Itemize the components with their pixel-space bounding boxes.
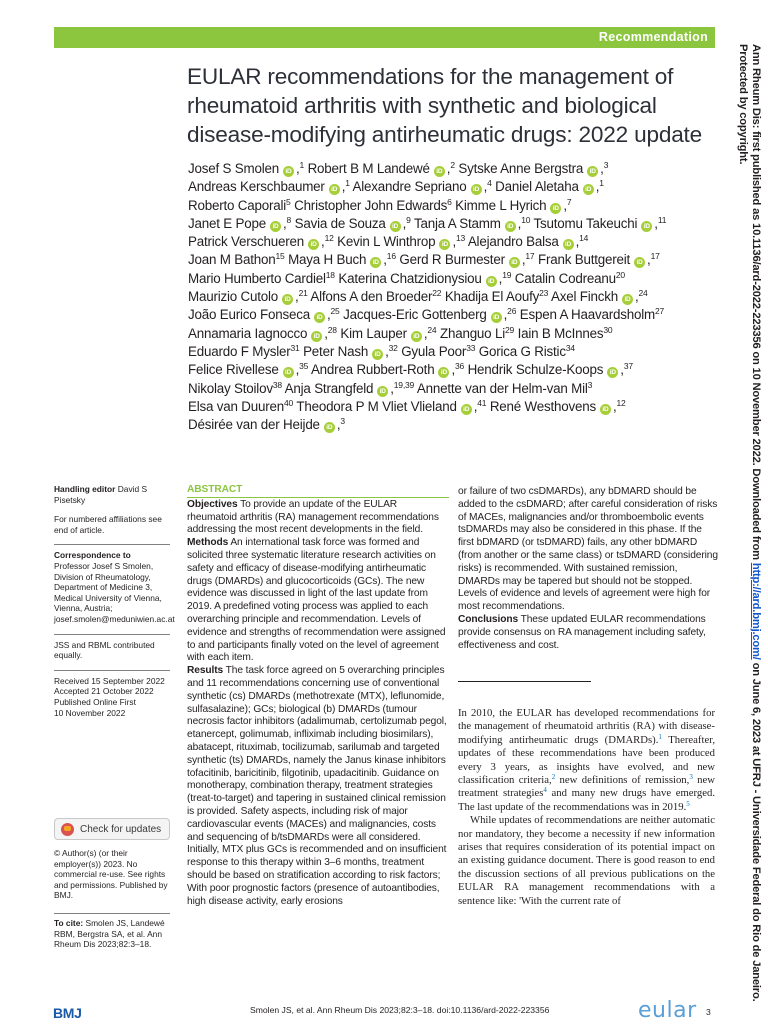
reference-link[interactable]: 3 xyxy=(689,773,693,782)
author-name: Annamaria Iagnocco xyxy=(188,325,308,341)
orcid-icon[interactable]: iD xyxy=(308,239,319,250)
author-name: Joan M Bathon xyxy=(188,252,276,268)
author-name: Patrick Verschueren xyxy=(188,234,305,250)
paragraph xyxy=(458,707,715,814)
author: Tanja A Stamm iD ,$^{10}$ xyxy=(413,214,531,231)
author-name: Peter Nash xyxy=(303,343,369,359)
orcid-icon[interactable]: iD xyxy=(434,166,445,177)
author xyxy=(445,289,551,304)
affiliation-number: 6 xyxy=(447,196,452,207)
author xyxy=(310,289,444,304)
author-name: Savia de Souza xyxy=(294,215,386,231)
author-name: Anja Strangfeld xyxy=(284,380,374,396)
affiliation-number: 34 xyxy=(565,342,575,353)
author-name: Khadija El Aoufy xyxy=(444,289,540,305)
author: Robert B M Landewé iD ,$^2$ xyxy=(307,160,455,176)
orcid-icon[interactable]: iD xyxy=(411,331,422,342)
author: Josef S Smolen iD ,$^1$ xyxy=(188,160,305,176)
introduction-text xyxy=(458,707,715,908)
author xyxy=(518,326,613,341)
abstract-heading: ABSTRACT xyxy=(187,484,243,495)
author xyxy=(440,326,518,341)
affiliation-number: 16 xyxy=(386,251,396,262)
author-name: Eduardo F Mysler xyxy=(188,343,291,359)
author: Tsutomu Takeuchi iD ,$^{11}$ xyxy=(533,214,667,231)
affiliation-number: 24 xyxy=(427,324,437,335)
correspondence-line: Department of Medicine 3, xyxy=(54,582,153,593)
orcid-icon[interactable]: iD xyxy=(438,367,449,378)
affiliation-number: 17 xyxy=(525,251,535,262)
author-line xyxy=(188,325,718,343)
correspondence-email[interactable]: josef.smolen@meduniwien.ac.at xyxy=(54,613,175,624)
reference-link[interactable]: 4 xyxy=(543,786,547,795)
orcid-icon[interactable]: iD xyxy=(439,239,450,250)
vertical-note-suffix: on June 6, 2023 at UFRJ - Universidade Federal do Rio de Janeiro. Protected by copyright. xyxy=(737,44,762,1002)
abstract-objectives xyxy=(187,499,449,537)
orcid-icon[interactable]: iD xyxy=(329,184,340,195)
affiliation-number: 13 xyxy=(455,233,466,244)
page-number: 3 xyxy=(706,1007,711,1017)
reference-link[interactable]: 5 xyxy=(686,799,690,808)
conclusions-label: Conclusions xyxy=(458,613,519,625)
affiliation-number: 7 xyxy=(566,196,572,207)
author-line xyxy=(188,270,718,288)
author-list xyxy=(188,160,718,434)
affiliation-number: 12 xyxy=(616,397,626,408)
author-name: Katerina Chatzidionysiou xyxy=(338,270,482,286)
paragraph: While updates of recommendations are neither automatic nor mandatory, they become a necessity if new information arises that requires consideration of its potential impact on an existing guidance document. There is good reason to end the discussion sections of all previous publications on the EULAR RA management recommendations with a sentence like: 'With the current rate of xyxy=(458,814,715,907)
affiliation-number: 3 xyxy=(603,160,609,170)
author xyxy=(188,198,294,213)
author-line xyxy=(188,251,718,269)
author-name: Roberto Caporali xyxy=(188,197,287,213)
abstract-methods xyxy=(187,537,449,665)
affiliation-number: 4 xyxy=(487,178,492,189)
bmj-logo: BMJ xyxy=(53,1005,82,1021)
author: Katerina Chatzidionysiou iD ,$^{19}$ xyxy=(338,269,512,286)
affiliation-number: 18 xyxy=(325,269,335,280)
author: René Westhovens iD ,$^{12}$ xyxy=(489,397,626,414)
text-run: Thereafter, updates of these recommendations have been produced every 3 years, as insights have evolved, and new classification criteria, xyxy=(458,733,715,787)
orcid-icon[interactable]: iD xyxy=(372,349,383,360)
orcid-icon[interactable]: iD xyxy=(505,221,516,232)
date-line: 10 November 2022 xyxy=(54,707,126,718)
affiliation-number: 36 xyxy=(454,361,465,372)
orcid-icon[interactable]: iD xyxy=(583,184,594,195)
affiliation-number: 40 xyxy=(284,397,294,408)
abstract-divider xyxy=(187,497,449,498)
affiliation-number: 3 xyxy=(340,416,345,427)
author: Andreas Kerschbaumer iD ,$^1$ xyxy=(188,178,350,195)
affiliation-number: 41 xyxy=(477,397,487,408)
author: Patrick Verschueren iD ,$^{12}$ xyxy=(188,233,334,250)
affiliation-number: 19,39 xyxy=(393,379,415,390)
results-label: Results xyxy=(187,665,224,677)
author xyxy=(515,271,625,286)
author: Sytske Anne Bergstra iD ,$^3$ xyxy=(458,160,609,176)
author-name: Felice Rivellese xyxy=(188,362,279,378)
vertical-note-prefix: Ann Rheum Dis: first published as 10.1136/ard-2022-223356 on 10 November 2022. Downloaded from xyxy=(750,44,762,563)
orcid-icon[interactable]: iD xyxy=(641,221,652,232)
crossmark-icon xyxy=(61,823,74,836)
page-footer xyxy=(0,998,768,1022)
footer-citation: Smolen JS, et al. Ann Rheum Dis 2023;82:3–18. doi:10.1136/ard-2022-223356 xyxy=(250,1005,550,1015)
divider xyxy=(54,913,170,914)
date-line: Accepted 21 October 2022 xyxy=(54,686,154,697)
orcid-icon[interactable]: iD xyxy=(370,257,381,268)
affiliation-number: 11 xyxy=(657,214,667,225)
cite-block xyxy=(54,913,170,950)
author-name: Christopher John Edwards xyxy=(294,197,448,213)
objectives-text: To provide an update of the EULAR rheumatoid arthritis (RA) management recommendations addressing the most recent developments in the field. xyxy=(187,498,439,536)
affiliations-note: For numbered affiliations see end of article. xyxy=(54,514,162,535)
orcid-icon[interactable]: iD xyxy=(509,257,520,268)
author-name: Kim Lauper xyxy=(340,325,407,341)
author-line xyxy=(188,306,718,324)
affiliation-number: 14 xyxy=(579,233,589,244)
affiliation-number: 25 xyxy=(330,306,340,317)
reference-link[interactable]: 2 xyxy=(551,773,556,782)
affiliation-number: 24 xyxy=(638,288,648,299)
author: Alexandre Sepriano iD ,$^4$ xyxy=(352,178,492,195)
objectives-label: Objectives xyxy=(187,498,238,510)
correspondence xyxy=(54,550,175,624)
affiliation-number: 32 xyxy=(388,342,398,353)
author-name: Catalin Codreanu xyxy=(514,270,616,286)
orcid-icon[interactable]: iD xyxy=(600,404,611,415)
author: Peter Nash iD ,$^{32}$ xyxy=(303,342,398,359)
orcid-icon[interactable]: iD xyxy=(563,239,574,250)
affiliation-number: 15 xyxy=(275,251,285,262)
orcid-icon[interactable]: iD xyxy=(471,184,482,195)
author xyxy=(188,271,338,286)
affiliation-number: 5 xyxy=(286,196,291,207)
reference-link[interactable]: 1 xyxy=(658,732,662,741)
check-for-updates-label: Check for updates xyxy=(80,823,162,835)
affiliation-number: 1 xyxy=(299,160,305,170)
journal-link[interactable]: http://ard.bmj.com/ xyxy=(750,562,762,660)
handling-editor xyxy=(54,484,170,505)
author-name: Maurizio Cutolo xyxy=(188,289,279,305)
orcid-icon[interactable]: iD xyxy=(324,422,335,433)
vertical-note-text xyxy=(732,44,762,1004)
affiliation-number: 37 xyxy=(623,361,633,372)
divider xyxy=(54,544,170,545)
article-type-label: Recommendation xyxy=(598,30,708,44)
author: Désirée van der Heijde iD ,$^3$ xyxy=(188,416,345,433)
author-name: Gyula Poor xyxy=(401,343,467,359)
author-name: Theodora P M Vliet Vlieland xyxy=(296,398,457,414)
author-name: Gorica G Ristic xyxy=(478,343,566,359)
author-line xyxy=(188,361,718,379)
correspondence-line: Division of Rheumatology, xyxy=(54,571,151,582)
affiliation-number: 3 xyxy=(587,379,593,390)
orcid-icon[interactable]: iD xyxy=(311,331,322,342)
affiliation-number: 30 xyxy=(603,324,613,335)
affiliation-number: 8 xyxy=(286,214,292,225)
author: Felice Rivellese iD ,$^{35}$ xyxy=(188,361,309,378)
text-run: and many new drugs have emerged. The last update of the recommendations was in 2019. xyxy=(458,787,715,813)
author: Alejandro Balsa iD ,$^{14}$ xyxy=(467,233,589,250)
affiliation-number: 27 xyxy=(654,306,665,317)
affiliation-number: 29 xyxy=(504,324,515,335)
author-name: Maya H Buch xyxy=(288,252,367,268)
author-name: Andrea Rubbert-Roth xyxy=(310,362,435,378)
affiliation-number: 23 xyxy=(539,288,549,299)
author: Janet E Pope iD ,$^8$ xyxy=(188,214,292,231)
author xyxy=(294,198,455,213)
correspondence-line: Professor Josef S Smolen, xyxy=(54,560,154,571)
author-name: Janet E Pope xyxy=(188,215,267,231)
methods-text: An international task force was formed and solicited three systematic literature research activities on safety and efficacy of disease-modifying antirheumatic drugs (DMARDs) and glucocorticoids (GCs). The new evidence was discussed in light of the last update from 2019. A predefined voting process was applied to each overarching principle and recommendation. Levels of evidence and strengths of recommendation were assigned to and participants finally voted on the level of agreement with each item. xyxy=(187,537,446,664)
copyright-text: © Author(s) (or their employer(s)) 2023. No commercial re-use. See rights and permissions. Published by BMJ. xyxy=(54,848,168,901)
author: Daniel Aletaha iD ,$^1$ xyxy=(495,178,604,195)
methods-label: Methods xyxy=(187,537,229,549)
check-for-updates-button[interactable] xyxy=(54,818,170,840)
abstract-conclusions xyxy=(458,614,720,652)
author-line xyxy=(188,233,718,251)
author: Savia de Souza iD ,$^9$ xyxy=(294,214,411,231)
author-name: Nikolay Stoilov xyxy=(188,380,273,396)
author-name: Robert B M Landewé xyxy=(307,161,430,176)
text-run: new definitions of remission, xyxy=(555,774,690,787)
cite-label: To cite: xyxy=(54,918,84,928)
results-text: The task force agreed on 5 overarching principles and 11 recommendations concerning use of conventional synthetic (cs) DMARDs (methotrexate (MTX), leflunomide, sulfasalazine); GCs; biological (b) DMARDs (tumour necrosis factor inhibitors (adalimumab, certolizumab pegol, etanercept, golimumab, infliximab including biosimilars), abatacept, rituximab, tocilizumab, sarilumab and targeted synthetic (ts) DMARDs, namely the Janus kinase inhibitors tofacitinib, baricitinib, filgotinib, upadacitinib. Guidance on monotherapy, combination therapy, treatment strategies (treat-to-target) and tapering in sustained clinical remission is provided. Safety aspects, including risk of major cardiovascular events (MACEs) and malignancies, costs and sequencing of b/tsDMARDs were all considered. Initially, MTX plus GCs is recommended and on insufficient response to this therapy within 3–6 months, treatment should be based on stratification according to risk factors; With poor prognostic factors (presence of autoantibodies, high disease activity, early erosions xyxy=(187,665,447,907)
author-name: Hendrik Schulze-Koops xyxy=(467,362,604,378)
author xyxy=(479,344,575,359)
author-name: Alfons A den Broeder xyxy=(310,289,433,305)
author xyxy=(188,381,285,396)
section-divider xyxy=(458,681,591,682)
author-name: Désirée van der Heijde xyxy=(188,417,320,433)
author-name: Tanja A Stamm xyxy=(413,215,501,231)
affiliation-number: 22 xyxy=(432,288,442,299)
author-name: Espen A Haavardsholm xyxy=(519,307,655,323)
correspondence-label: Correspondence to xyxy=(54,550,131,561)
author-name: Tsutomu Takeuchi xyxy=(533,215,638,231)
abstract-column-2 xyxy=(458,486,720,652)
author xyxy=(188,344,303,359)
author-line xyxy=(188,160,718,178)
conclusions-text: These updated EULAR recommendations provide consensus on RA management including safety, effectiveness and cost. xyxy=(458,613,706,651)
affiliation-number: 28 xyxy=(327,324,337,335)
text-run: In 2010, the EULAR has developed recommendations for the management of rheumatoid arthritis (RA) with disease-modifying antirheumatic drugs (DMARDs). xyxy=(458,707,715,746)
author-name: Kimme L Hyrich xyxy=(455,197,547,213)
handling-editor-value: David S Pisetsky xyxy=(54,484,148,505)
article-title: EULAR recommendations for the management of rheumatoid arthritis with synthetic and biological disease-modifying antirheumatic drugs: 2022 update xyxy=(187,64,702,147)
article-sidebar xyxy=(54,484,175,727)
copyright-block xyxy=(54,848,170,901)
handling-editor-label: Handling editor xyxy=(54,484,116,494)
divider xyxy=(54,634,170,635)
affiliation-number: 19 xyxy=(502,269,512,280)
orcid-icon[interactable]: iD xyxy=(270,221,281,232)
correspondence-line: Vienna, Austria; xyxy=(54,603,113,614)
author-name: Annette van der Helm-van Mil xyxy=(416,380,588,396)
author-name: René Westhovens xyxy=(489,398,596,414)
section-banner xyxy=(54,27,715,48)
orcid-icon[interactable]: iD xyxy=(587,166,598,177)
author-line xyxy=(188,343,718,361)
author-line xyxy=(188,288,718,306)
author: Andrea Rubbert-Roth iD ,$^{36}$ xyxy=(310,361,465,378)
author: Annamaria Iagnocco iD ,$^{28}$ xyxy=(188,324,337,341)
author-name: Mario Humberto Cardiel xyxy=(188,270,326,286)
divider xyxy=(54,670,170,671)
abstract-column-1 xyxy=(187,484,449,908)
orcid-icon[interactable]: iD xyxy=(550,203,561,214)
abstract-results xyxy=(187,665,449,908)
author-name: Josef S Smolen xyxy=(188,161,279,176)
orcid-icon[interactable]: iD xyxy=(314,312,325,323)
author: Jacques-Eric Gottenberg iD ,$^{26}$ xyxy=(343,306,517,323)
author-name: João Eurico Fonseca xyxy=(188,307,310,323)
date-line: Published Online First xyxy=(54,696,136,707)
author: Frank Buttgereit iD ,$^{17}$ xyxy=(537,251,660,268)
affiliation-number: 12 xyxy=(324,233,334,244)
contribution-note: JSS and RBML contributed equally. xyxy=(54,639,155,661)
author: Maya H Buch iD ,$^{16}$ xyxy=(288,251,396,268)
affiliation-number: 38 xyxy=(272,379,282,390)
orcid-icon[interactable]: iD xyxy=(390,221,401,232)
author xyxy=(401,344,479,359)
affiliation-number: 17 xyxy=(650,251,660,262)
author-name: Kevin L Winthrop xyxy=(337,234,436,250)
author: Kevin L Winthrop iD ,$^{13}$ xyxy=(337,233,466,250)
affiliation-number: 1 xyxy=(345,178,350,189)
author-name: Elsa van Duuren xyxy=(188,398,284,414)
author-line xyxy=(188,178,718,196)
correspondence-line: Medical University of Vienna, xyxy=(54,592,162,603)
affiliation-number: 1 xyxy=(599,178,604,189)
author: Hendrik Schulze-Koops iD ,$^{37}$ xyxy=(467,361,633,378)
author: Axel Finckh iD ,$^{24}$ xyxy=(550,288,648,305)
author-name: Alexandre Sepriano xyxy=(352,179,467,195)
author: Theodora P M Vliet Vlieland iD ,$^{41}$ xyxy=(296,397,487,414)
affiliation-number: 35 xyxy=(299,361,309,372)
affiliation-number: 2 xyxy=(450,160,455,170)
affiliation-number: 31 xyxy=(290,342,300,353)
author-name: Iain B McInnes xyxy=(517,325,604,341)
author-name: Frank Buttgereit xyxy=(537,252,631,268)
affiliation-number: 33 xyxy=(466,342,476,353)
orcid-icon[interactable]: iD xyxy=(283,166,294,177)
orcid-icon[interactable]: iD xyxy=(607,367,618,378)
author-name: Alejandro Balsa xyxy=(467,234,559,250)
author: Gerd R Burmester iD ,$^{17}$ xyxy=(399,251,535,268)
author-name: Andreas Kerschbaumer xyxy=(188,179,325,195)
affiliation-number: 26 xyxy=(507,306,517,317)
author-name: Jacques-Eric Gottenberg xyxy=(343,307,487,323)
author-name: Zhanguo Li xyxy=(439,325,505,341)
affiliation-number: 20 xyxy=(615,269,625,280)
author: Maurizio Cutolo iD ,$^{21}$ xyxy=(188,288,308,305)
author xyxy=(188,399,296,414)
orcid-icon[interactable]: iD xyxy=(491,312,502,323)
author xyxy=(188,252,288,267)
results-continued: or failure of two csDMARDs), any bDMARD should be added to the csDMARD; after careful consideration of risks of MACEs, malignancies and/or thromboembolic events tsDMARDs may also be considered in this phase. If the first bDMARD (or tsDMARD) fails, any other bDMARD (from another or the same class) or tsDMARD (considering risks) is recommended. With sustained remission, DMARDs may be tapered but should not be stopped. Levels of evidence and levels of agreement were high for most recommendations. xyxy=(458,486,718,613)
affiliation-number: 21 xyxy=(298,288,308,299)
orcid-icon[interactable]: iD xyxy=(377,386,388,397)
orcid-icon[interactable]: iD xyxy=(283,367,294,378)
author-line xyxy=(188,398,718,416)
affiliation-number: 9 xyxy=(406,214,411,225)
author: Kimme L Hyrich iD ,$^7$ xyxy=(455,196,572,213)
author: João Eurico Fonseca iD ,$^{25}$ xyxy=(188,306,340,323)
author-line xyxy=(188,215,718,233)
vertical-download-note xyxy=(732,44,762,1004)
author-name: Axel Finckh xyxy=(550,289,618,305)
author-name: Daniel Aletaha xyxy=(495,179,579,195)
affiliation-number: 10 xyxy=(521,214,531,225)
orcid-icon[interactable]: iD xyxy=(282,294,293,305)
author xyxy=(417,381,592,396)
author-line xyxy=(188,197,718,215)
article-dates xyxy=(54,676,170,718)
author: Anja Strangfeld iD ,$^{19,39}$ xyxy=(284,379,415,396)
orcid-icon[interactable]: iD xyxy=(461,404,472,415)
cite-text: Smolen JS, Landewé RBM, Bergstra SA, et al. Ann Rheum Dis 2023;82:3–18. xyxy=(54,918,165,950)
date-line: Received 15 September 2022 xyxy=(54,675,165,686)
author xyxy=(520,307,664,322)
orcid-icon[interactable]: iD xyxy=(486,276,497,287)
author: Kim Lauper iD ,$^{24}$ xyxy=(340,324,437,341)
orcid-icon[interactable]: iD xyxy=(622,294,633,305)
eular-logo: eular xyxy=(638,998,697,1023)
author-name: Gerd R Burmester xyxy=(399,252,505,268)
text-run: new treatment strategies xyxy=(458,774,715,800)
author-line xyxy=(188,380,718,398)
author-line xyxy=(188,416,718,434)
orcid-icon[interactable]: iD xyxy=(634,257,645,268)
author-name: Sytske Anne Bergstra xyxy=(458,161,584,176)
